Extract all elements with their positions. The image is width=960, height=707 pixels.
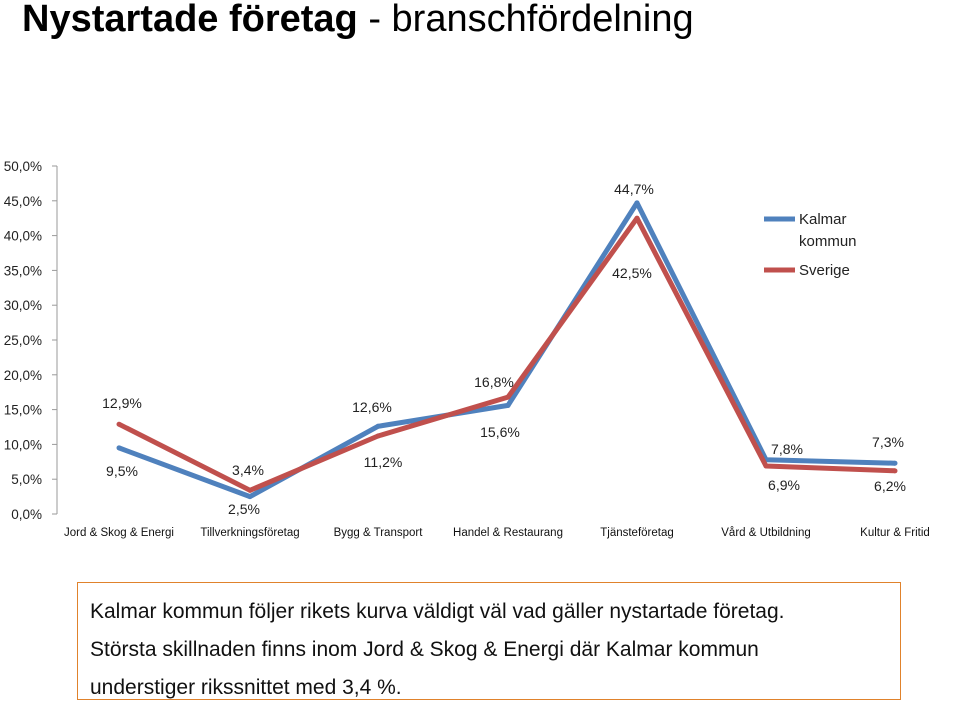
data-point — [506, 403, 511, 408]
y-tick-label: 15,0% — [3, 402, 42, 418]
x-category-label: Jord & Skog & Energi — [64, 527, 174, 539]
data-point — [764, 463, 769, 468]
y-tick-label: 35,0% — [3, 263, 42, 279]
data-point — [248, 488, 253, 493]
data-point — [248, 494, 253, 499]
data-point — [893, 468, 898, 473]
legend-label-sverige: Sverige — [799, 262, 850, 279]
y-tick-label: 20,0% — [3, 367, 42, 383]
legend-label-kalmar: kommun — [799, 233, 857, 250]
data-label-kalmar: 7,8% — [771, 441, 803, 457]
y-tick-label: 10,0% — [3, 437, 42, 453]
data-label-sverige: 16,8% — [474, 374, 514, 390]
x-category-label: Tillverkningsföretag — [200, 527, 300, 539]
data-label-sverige: 12,9% — [102, 395, 142, 411]
data-point — [117, 445, 122, 450]
data-label-sverige: 11,2% — [363, 454, 403, 470]
x-category-label: Tjänsteföretag — [600, 527, 674, 539]
title-rest: - branschfördelning — [357, 0, 694, 40]
data-point — [506, 395, 511, 400]
x-category-label: Vård & Utbildning — [721, 527, 811, 539]
data-label-kalmar: 9,5% — [106, 463, 138, 479]
data-label-kalmar: 2,5% — [228, 501, 260, 517]
data-point — [376, 434, 381, 439]
data-label-sverige: 42,5% — [612, 265, 652, 281]
x-category-label: Kultur & Fritid — [860, 527, 930, 539]
data-label-sverige: 6,2% — [874, 478, 906, 494]
y-tick-label: 50,0% — [3, 159, 42, 174]
x-category-label: Bygg & Transport — [333, 527, 423, 539]
summary-text-box — [77, 582, 901, 700]
y-tick-label: 0,0% — [11, 507, 42, 522]
summary-line-2: Största skillnaden finns inom Jord & Skog & Energi där Kalmar kommun — [90, 638, 759, 661]
y-tick-label: 45,0% — [3, 193, 42, 209]
data-point — [376, 424, 381, 429]
y-tick-label: 5,0% — [11, 472, 42, 488]
data-label-kalmar: 15,6% — [480, 424, 520, 440]
data-point — [117, 422, 122, 427]
title-bold: Nystartade företag — [22, 0, 358, 40]
data-label-kalmar: 7,3% — [872, 434, 904, 450]
y-tick-label: 30,0% — [3, 298, 42, 314]
data-label-sverige: 3,4% — [232, 462, 264, 478]
y-tick-label: 25,0% — [3, 333, 42, 348]
summary-line-3: understiger rikssnittet med 3,4 %. — [90, 676, 402, 699]
x-category-label: Handel & Restaurang — [453, 527, 563, 539]
data-label-kalmar: 44,7% — [614, 181, 654, 197]
data-point — [635, 216, 640, 221]
legend-label-kalmar: Kalmar — [799, 211, 847, 228]
data-label-kalmar: 12,6% — [352, 399, 392, 415]
data-label-sverige: 6,9% — [768, 477, 800, 493]
summary-line-1: Kalmar kommun följer rikets kurva väldigt väl vad gäller nystartade företag. — [90, 600, 785, 623]
data-point — [635, 200, 640, 205]
y-tick-label: 40,0% — [3, 228, 42, 244]
data-point — [893, 461, 898, 466]
